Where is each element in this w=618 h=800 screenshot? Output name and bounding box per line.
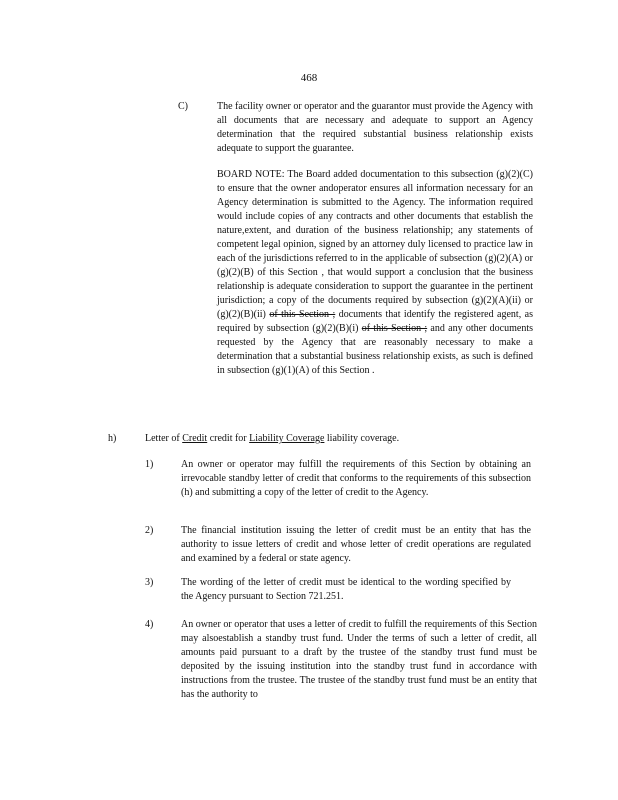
section-h-text-after: liability coverage. [324, 433, 400, 444]
board-note [217, 168, 533, 378]
item-3-marker: 3) [145, 577, 154, 588]
section-h-marker: h) [108, 433, 117, 444]
section-h-underlined-credit: Credit [182, 433, 208, 444]
board-note-part2: documents that identify the registered agent, as required by subsection (g)(2)(B)(i) [217, 309, 533, 334]
item-c-text: The facility owner or operator and the guarantor must provide the Agency with all documents that are necessary and adequate to support an Agency determination that the required substantial business relationship exists adequate to support the guarantee. [217, 101, 534, 154]
section-h-underlined-liability: Liability Coverage [249, 433, 325, 444]
item-1-marker: 1) [145, 459, 154, 470]
item-4-text: An owner or operator that uses a letter of credit to fulfill the requirements of this Section may alsoestablish a standby trust fund. Under the terms of such a letter of credit, all amounts paid pursuant to a draft by the trustee of the standby trust fund must be deposited by the issuing institution into the standby trust fund in accordance with instructions from the trustee. The trustee of the standby trust fund must be an entity that has the authority to [181, 619, 537, 700]
page-number: 468 [300, 72, 318, 84]
section-h-heading [145, 432, 545, 446]
item-1-text: An owner or operator may fulfill the requirements of this Section by obtaining an irrevocable standby letter of credit that conforms to the requirements of this subsection (h) and submitting a copy of the letter of credit to the Agency. [181, 459, 531, 498]
board-note-strike2: of this Section ; [361, 323, 428, 334]
item-2-marker: 2) [145, 525, 154, 536]
board-note-part1: BOARD NOTE: The Board added documentation to this subsection (g)(2)(C) to ensure that the owner andoperator ensures all information necessary for an Agency determination is submitted to the Agency. The information required would include copies of any contracts and other documents that establish the nature,extent, and duration of the business relationship; any statements of competent legal opinion, signed by an attorney duly licensed to practice law in each of the jurisdictions referred to in the applicable of subsection (g)(2)(A) or (g)(2)(B) of this Section , that would support a conclusion that the business relationship is adequate consideration to support the guarantee in the pertinent jurisdiction; a copy of the documents required by subsection (g)(2)(A)(ii) or (g)(2)(B)(ii) [217, 169, 533, 320]
item-2-text: The financial institution issuing the letter of credit must be an entity that has the authority to issue letters of credit and whose letter of credit operations are regulated and examined by a federal or state agency. [181, 525, 531, 564]
item-4-marker: 4) [145, 619, 154, 630]
board-note-part3: and any other documents requested by the Agency that are reasonably necessary to make a determination that a substantial business relationship exists, as such is defined in subsection (g)(1)(A) of this Section . [217, 323, 534, 376]
section-h-text-before: Letter of [145, 433, 183, 444]
section-h-text-mid: credit for [207, 433, 250, 444]
board-note-strike1: of this Section ; [269, 309, 336, 320]
item-c-marker: C) [178, 101, 188, 112]
item-3-text: The wording of the letter of credit must be identical to the wording specified by the Agency pursuant to Section 721.251. [181, 577, 511, 602]
